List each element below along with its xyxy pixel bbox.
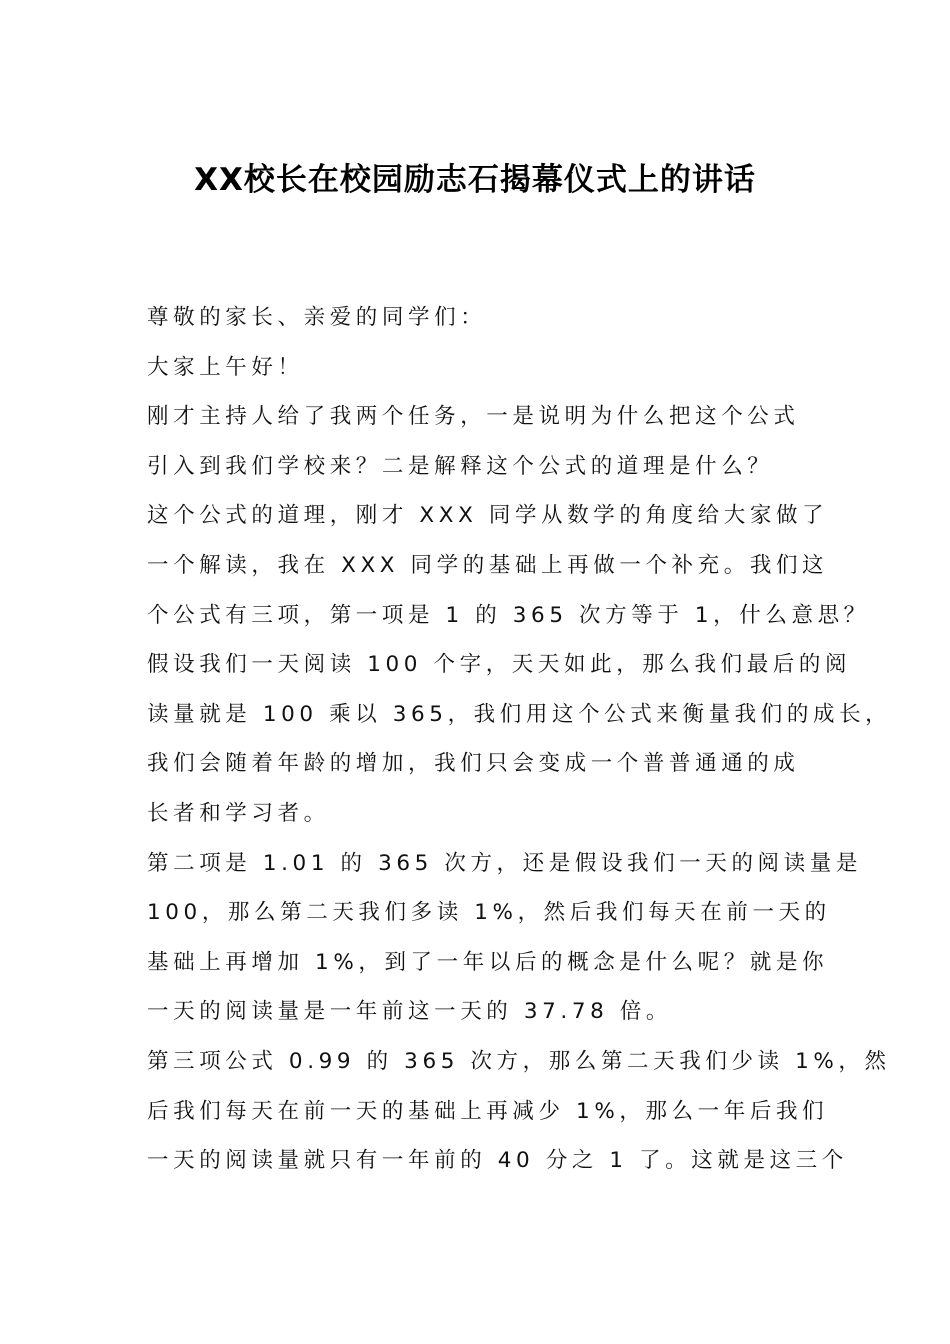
document-title: XX校长在校园励志石揭幕仪式上的讲话	[194, 162, 756, 198]
paragraph-line: 基础上再增加 1%，到了一年以后的概念是什么呢？就是你	[147, 949, 829, 975]
paragraph-line: 刚才主持人给了我两个任务，一是说明为什么把这个公式	[147, 404, 800, 430]
paragraph-line: 100，那么第二天我们多读 1%，然后我们每天在前一天的	[147, 900, 831, 926]
paragraph-line: 我们会随着年龄的增加，我们只会变成一个普普通通的成	[147, 751, 800, 777]
paragraph-line: 假设我们一天阅读 100 个字，天天如此，那么我们最后的阅	[147, 652, 852, 678]
paragraph-line: 一天的阅读量就只有一年前的 40 分之 1 了。这就是这三个	[147, 1148, 848, 1174]
paragraph-line: 这个公式的道理，刚才 XXX 同学从数学的角度给大家做了	[147, 503, 829, 529]
paragraph-line: 引入到我们学校来？二是解释这个公式的道理是什么？	[147, 453, 774, 479]
paragraph-line: 一天的阅读量是一年前这一天的 37.78 倍。	[147, 999, 673, 1025]
paragraph-line: 读量就是 100 乘以 365，我们用这个公式来衡量我们的成长，	[147, 701, 892, 727]
paragraph-line: 后我们每天在前一天的基础上再减少 1%，那么一年后我们	[147, 1098, 829, 1124]
paragraph-line: 第三项公式 0.99 的 365 次方，那么第二天我们少读 1%，然	[147, 1048, 891, 1074]
paragraph-line: 一个解读，我在 XXX 同学的基础上再做一个补充。我们这	[147, 552, 829, 578]
salutation-line: 尊敬的家长、亲爱的同学们：	[147, 305, 487, 330]
greeting-line: 大家上午好！	[147, 354, 304, 380]
paragraph-line: 长者和学习者。	[147, 800, 330, 826]
document-body	[147, 300, 892, 1193]
paragraph-line: 第二项是 1.01 的 365 次方，还是假设我们一天的阅读量是	[147, 850, 862, 876]
paragraph-line: 个公式有三项，第一项是 1 的 365 次方等于 1，什么意思？	[147, 602, 870, 628]
